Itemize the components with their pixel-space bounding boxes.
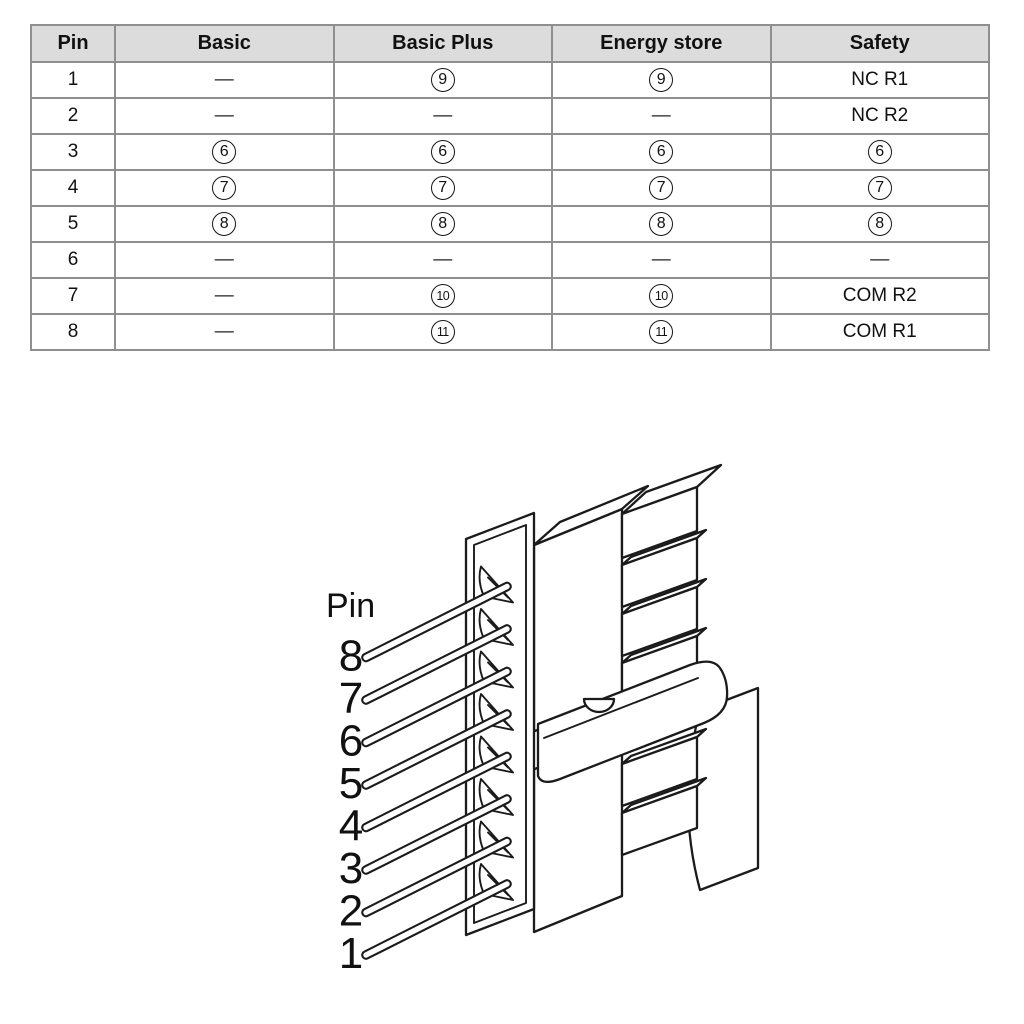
dash-symbol: —: [651, 105, 671, 126]
pin-label: 2: [338, 886, 364, 936]
pin-label: 8: [338, 631, 364, 681]
cell-text: COM R1: [842, 321, 917, 342]
circled-number: 11: [649, 320, 673, 344]
pin-label: 5: [338, 759, 364, 808]
circled-number: 6: [212, 140, 236, 164]
circled-number: 6: [431, 140, 455, 164]
pin-heading-label: Pin: [326, 587, 376, 625]
circled-number: 8: [868, 212, 892, 236]
circled-number: 7: [868, 176, 892, 200]
pin-number-cell: 6: [31, 242, 115, 278]
dash-symbol: —: [214, 105, 234, 126]
column-header-basic-plus: Basic Plus: [334, 25, 553, 62]
dash-symbol: —: [433, 105, 453, 126]
pin-label: 7: [338, 674, 364, 723]
pin-number-cell: 2: [31, 98, 115, 134]
circled-number: 7: [212, 176, 236, 200]
dash-symbol: —: [651, 249, 671, 270]
pin-number-cell: 8: [31, 314, 115, 350]
column-header-pin: Pin: [31, 25, 115, 62]
dash-symbol: —: [214, 321, 234, 342]
column-header-safety: Safety: [771, 25, 990, 62]
circled-number: 10: [649, 284, 673, 308]
pin-label: 6: [338, 716, 364, 766]
pin-label: 3: [338, 844, 364, 893]
pin-number-cell: 1: [31, 62, 115, 98]
pin-number-cell: 4: [31, 170, 115, 206]
circled-number: 11: [431, 320, 455, 344]
circled-number: 8: [212, 212, 236, 236]
circled-number: 8: [649, 212, 673, 236]
dash-symbol: —: [214, 249, 234, 270]
pin-number-cell: 5: [31, 206, 115, 242]
cell-text: NC R2: [851, 105, 909, 126]
cell-text: COM R2: [842, 285, 917, 306]
column-header-energy-store: Energy store: [552, 25, 771, 62]
circled-number: 9: [649, 68, 673, 92]
circled-number: 8: [431, 212, 455, 236]
circled-number: 7: [649, 176, 673, 200]
pin-number-cell: 3: [31, 134, 115, 170]
pin-number-cell: 7: [31, 278, 115, 314]
dash-symbol: —: [870, 249, 890, 270]
pin-label: 1: [338, 929, 364, 978]
dash-symbol: —: [214, 69, 234, 90]
circled-number: 10: [431, 284, 455, 308]
pin-label: 4: [338, 801, 364, 851]
circled-number: 9: [431, 68, 455, 92]
circled-number: 7: [431, 176, 455, 200]
column-header-basic: Basic: [115, 25, 334, 62]
cell-text: NC R1: [851, 69, 909, 90]
circled-number: 6: [649, 140, 673, 164]
circled-number: 6: [868, 140, 892, 164]
dash-symbol: —: [214, 285, 234, 306]
dash-symbol: —: [433, 249, 453, 270]
